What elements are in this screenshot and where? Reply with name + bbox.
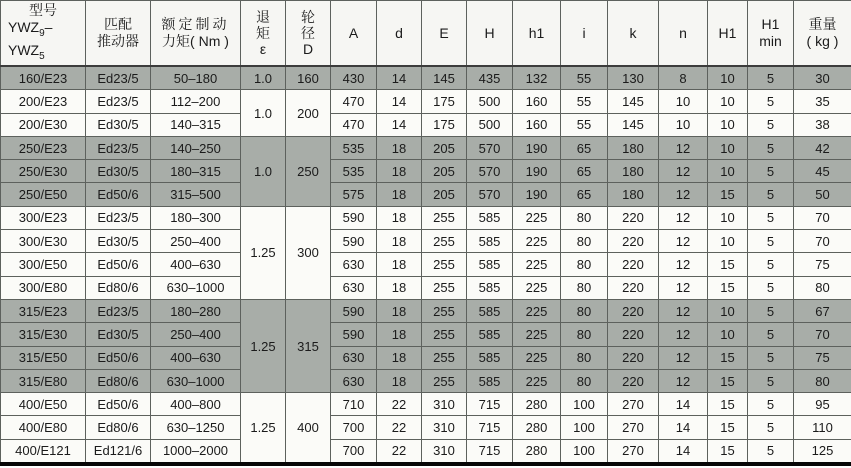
cell-A: 700: [331, 416, 377, 439]
cell-diameter: 300: [286, 206, 331, 299]
model-header-series-2: $YWZ_5$: [8, 41, 45, 62]
table-row: [1, 393, 851, 416]
cell-pusher: Ed23/5: [86, 136, 151, 159]
cell-H1min: 5: [748, 90, 794, 113]
cell-weight: 45: [794, 160, 851, 183]
cell-E: 255: [422, 323, 467, 346]
cell-H1: 15: [708, 416, 748, 439]
cell-H1min: 5: [748, 439, 794, 464]
cell-model: 315/E80: [1, 369, 86, 392]
cell-A: 590: [331, 206, 377, 229]
cell-H: 500: [467, 113, 513, 136]
cell-H1: 10: [708, 66, 748, 90]
cell-n: 12: [659, 346, 708, 369]
cell-H1: 10: [708, 160, 748, 183]
col-header-A: A: [331, 1, 377, 67]
cell-E: 255: [422, 369, 467, 392]
cell-H1: 10: [708, 113, 748, 136]
cell-epsilon: 1.0: [241, 136, 286, 206]
cell-pusher: Ed30/5: [86, 113, 151, 136]
cell-weight: 75: [794, 346, 851, 369]
cell-H: 585: [467, 346, 513, 369]
cell-E: 205: [422, 136, 467, 159]
cell-pusher: Ed80/6: [86, 369, 151, 392]
cell-n: 12: [659, 253, 708, 276]
cell-diameter: 160: [286, 66, 331, 90]
cell-weight: 125: [794, 439, 851, 464]
cell-i: 80: [561, 206, 608, 229]
cell-H1min: 5: [748, 276, 794, 299]
cell-pusher: Ed80/6: [86, 276, 151, 299]
cell-pusher: Ed50/6: [86, 183, 151, 206]
cell-i: 55: [561, 113, 608, 136]
cell-torque: 630–1000: [151, 369, 241, 392]
col-header-n: n: [659, 1, 708, 67]
cell-A: 575: [331, 183, 377, 206]
cell-k: 220: [608, 323, 659, 346]
cell-epsilon: 1.0: [241, 66, 286, 90]
cell-E: 255: [422, 276, 467, 299]
cell-weight: 67: [794, 299, 851, 322]
cell-diameter: 400: [286, 393, 331, 464]
cell-model: 400/E80: [1, 416, 86, 439]
cell-epsilon: 1.25: [241, 206, 286, 299]
cell-H: 435: [467, 66, 513, 90]
cell-pusher: Ed50/6: [86, 253, 151, 276]
cell-pusher: Ed121/6: [86, 439, 151, 464]
cell-i: 80: [561, 369, 608, 392]
cell-k: 180: [608, 160, 659, 183]
cell-i: 55: [561, 66, 608, 90]
cell-weight: 80: [794, 276, 851, 299]
cell-H1min: 5: [748, 369, 794, 392]
cell-A: 630: [331, 253, 377, 276]
cell-E: 205: [422, 160, 467, 183]
cell-torque: 250–400: [151, 323, 241, 346]
table-row: [1, 90, 851, 113]
cell-E: 205: [422, 183, 467, 206]
table-row: [1, 439, 851, 464]
cell-d: 14: [377, 66, 422, 90]
cell-k: 180: [608, 183, 659, 206]
cell-H: 715: [467, 393, 513, 416]
cell-d: 18: [377, 160, 422, 183]
col-header-h1: h1: [513, 1, 561, 67]
cell-H1: 10: [708, 206, 748, 229]
cell-n: 12: [659, 183, 708, 206]
cell-pusher: Ed23/5: [86, 90, 151, 113]
table-row: [1, 206, 851, 229]
col-header-weight: 重量 ( kg ): [794, 1, 851, 67]
cell-diameter: 200: [286, 90, 331, 137]
cell-H: 585: [467, 299, 513, 322]
cell-torque: 400–630: [151, 346, 241, 369]
cell-weight: 30: [794, 66, 851, 90]
cell-h1: 280: [513, 439, 561, 464]
cell-h1: 132: [513, 66, 561, 90]
cell-A: 535: [331, 136, 377, 159]
cell-model: 250/E30: [1, 160, 86, 183]
cell-H1: 10: [708, 323, 748, 346]
cell-weight: 95: [794, 393, 851, 416]
cell-model: 300/E50: [1, 253, 86, 276]
cell-H: 570: [467, 136, 513, 159]
cell-pusher: Ed50/6: [86, 393, 151, 416]
cell-i: 65: [561, 160, 608, 183]
cell-H1min: 5: [748, 230, 794, 253]
cell-torque: 400–630: [151, 253, 241, 276]
cell-n: 10: [659, 90, 708, 113]
cell-torque: 180–280: [151, 299, 241, 322]
cell-H1: 15: [708, 439, 748, 464]
cell-k: 145: [608, 113, 659, 136]
cell-h1: 225: [513, 369, 561, 392]
cell-A: 700: [331, 439, 377, 464]
cell-diameter: 315: [286, 299, 331, 392]
table-row: [1, 253, 851, 276]
cell-weight: 70: [794, 230, 851, 253]
col-header-k: k: [608, 1, 659, 67]
cell-h1: 225: [513, 299, 561, 322]
cell-d: 22: [377, 416, 422, 439]
cell-model: 400/E50: [1, 393, 86, 416]
cell-d: 18: [377, 253, 422, 276]
cell-E: 255: [422, 346, 467, 369]
cell-A: 630: [331, 369, 377, 392]
cell-H1: 15: [708, 393, 748, 416]
cell-H1min: 5: [748, 206, 794, 229]
cell-torque: 250–400: [151, 230, 241, 253]
col-header-d: d: [377, 1, 422, 67]
cell-d: 18: [377, 136, 422, 159]
cell-h1: 160: [513, 113, 561, 136]
cell-pusher: Ed30/5: [86, 160, 151, 183]
table-row: [1, 66, 851, 90]
cell-torque: 112–200: [151, 90, 241, 113]
cell-model: 200/E30: [1, 113, 86, 136]
cell-H1: 15: [708, 346, 748, 369]
cell-h1: 190: [513, 136, 561, 159]
cell-pusher: Ed30/5: [86, 230, 151, 253]
cell-A: 590: [331, 299, 377, 322]
cell-k: 220: [608, 346, 659, 369]
col-header-epsilon: 退 矩 ε: [241, 1, 286, 67]
cell-H1: 15: [708, 276, 748, 299]
cell-pusher: Ed23/5: [86, 299, 151, 322]
col-header-H1min: H1 min: [748, 1, 794, 67]
cell-h1: 190: [513, 183, 561, 206]
cell-H1min: 5: [748, 113, 794, 136]
cell-n: 12: [659, 299, 708, 322]
table-row: [1, 160, 851, 183]
cell-d: 18: [377, 206, 422, 229]
cell-h1: 190: [513, 160, 561, 183]
cell-i: 80: [561, 230, 608, 253]
col-header-E: E: [422, 1, 467, 67]
cell-H: 715: [467, 416, 513, 439]
table-row: [1, 136, 851, 159]
cell-torque: 50–180: [151, 66, 241, 90]
cell-E: 145: [422, 66, 467, 90]
cell-diameter: 250: [286, 136, 331, 206]
cell-d: 22: [377, 439, 422, 464]
cell-H1min: 5: [748, 183, 794, 206]
cell-d: 18: [377, 369, 422, 392]
col-header-torque: 额定制动 力矩( Nm ): [151, 1, 241, 67]
cell-H1: 15: [708, 369, 748, 392]
cell-h1: 225: [513, 230, 561, 253]
cell-H: 570: [467, 160, 513, 183]
cell-i: 65: [561, 136, 608, 159]
cell-d: 18: [377, 230, 422, 253]
table-row: [1, 369, 851, 392]
cell-k: 220: [608, 299, 659, 322]
col-header-diameter: 轮 径 D: [286, 1, 331, 67]
cell-model: 315/E23: [1, 299, 86, 322]
cell-H1: 15: [708, 183, 748, 206]
table-row: [1, 230, 851, 253]
cell-torque: 140–315: [151, 113, 241, 136]
cell-d: 14: [377, 113, 422, 136]
cell-weight: 70: [794, 323, 851, 346]
cell-n: 10: [659, 113, 708, 136]
cell-H1: 15: [708, 253, 748, 276]
cell-h1: 160: [513, 90, 561, 113]
cell-H: 585: [467, 276, 513, 299]
cell-torque: 180–300: [151, 206, 241, 229]
cell-k: 270: [608, 393, 659, 416]
cell-pusher: Ed50/6: [86, 346, 151, 369]
cell-weight: 80: [794, 369, 851, 392]
cell-pusher: Ed80/6: [86, 416, 151, 439]
cell-n: 12: [659, 206, 708, 229]
spec-table-body: [1, 66, 851, 464]
cell-model: 315/E30: [1, 323, 86, 346]
cell-A: 590: [331, 230, 377, 253]
cell-E: 175: [422, 90, 467, 113]
cell-model: 200/E23: [1, 90, 86, 113]
cell-i: 80: [561, 276, 608, 299]
cell-weight: 110: [794, 416, 851, 439]
cell-i: 100: [561, 439, 608, 464]
cell-H1min: 5: [748, 253, 794, 276]
cell-n: 12: [659, 230, 708, 253]
cell-A: 535: [331, 160, 377, 183]
cell-model: 315/E50: [1, 346, 86, 369]
table-row: [1, 299, 851, 322]
table-row: [1, 346, 851, 369]
cell-H1min: 5: [748, 66, 794, 90]
cell-H1min: 5: [748, 160, 794, 183]
cell-H: 585: [467, 323, 513, 346]
cell-d: 22: [377, 393, 422, 416]
cell-torque: 140–250: [151, 136, 241, 159]
table-row: [1, 323, 851, 346]
cell-k: 180: [608, 136, 659, 159]
cell-A: 630: [331, 276, 377, 299]
cell-weight: 50: [794, 183, 851, 206]
cell-d: 18: [377, 276, 422, 299]
cell-model: 250/E23: [1, 136, 86, 159]
cell-pusher: Ed23/5: [86, 66, 151, 90]
cell-h1: 225: [513, 276, 561, 299]
cell-model: 160/E23: [1, 66, 86, 90]
cell-n: 12: [659, 323, 708, 346]
cell-d: 14: [377, 90, 422, 113]
cell-weight: 42: [794, 136, 851, 159]
cell-H: 585: [467, 206, 513, 229]
cell-epsilon: 1.0: [241, 90, 286, 137]
cell-n: 12: [659, 276, 708, 299]
cell-i: 65: [561, 183, 608, 206]
cell-k: 220: [608, 253, 659, 276]
cell-E: 255: [422, 253, 467, 276]
cell-h1: 225: [513, 323, 561, 346]
col-header-pusher: 匹配 推动器: [86, 1, 151, 67]
cell-H1min: 5: [748, 323, 794, 346]
cell-h1: 225: [513, 253, 561, 276]
cell-model: 250/E50: [1, 183, 86, 206]
cell-H: 570: [467, 183, 513, 206]
cell-k: 220: [608, 206, 659, 229]
cell-H1min: 5: [748, 346, 794, 369]
cell-weight: 35: [794, 90, 851, 113]
cell-n: 12: [659, 369, 708, 392]
cell-E: 310: [422, 416, 467, 439]
header-row: [1, 1, 851, 67]
cell-H1: 10: [708, 90, 748, 113]
cell-d: 18: [377, 346, 422, 369]
cell-A: 470: [331, 113, 377, 136]
cell-H1min: 5: [748, 299, 794, 322]
cell-d: 18: [377, 183, 422, 206]
model-header-title: 型号: [29, 1, 57, 18]
table-row: [1, 276, 851, 299]
cell-n: 8: [659, 66, 708, 90]
cell-H1: 10: [708, 136, 748, 159]
cell-weight: 70: [794, 206, 851, 229]
cell-i: 80: [561, 299, 608, 322]
cell-model: 300/E80: [1, 276, 86, 299]
cell-E: 310: [422, 439, 467, 464]
cell-i: 80: [561, 253, 608, 276]
cell-torque: 630–1000: [151, 276, 241, 299]
cell-H1min: 5: [748, 393, 794, 416]
cell-i: 55: [561, 90, 608, 113]
cell-i: 100: [561, 416, 608, 439]
cell-E: 255: [422, 206, 467, 229]
col-header-model: [1, 1, 86, 67]
col-header-H1: H1: [708, 1, 748, 67]
cell-model: 300/E30: [1, 230, 86, 253]
cell-H1min: 5: [748, 416, 794, 439]
cell-d: 18: [377, 323, 422, 346]
cell-E: 255: [422, 299, 467, 322]
cell-torque: 315–500: [151, 183, 241, 206]
cell-n: 14: [659, 393, 708, 416]
cell-epsilon: 1.25: [241, 299, 286, 392]
cell-E: 255: [422, 230, 467, 253]
cell-H: 500: [467, 90, 513, 113]
cell-H1: 10: [708, 299, 748, 322]
cell-k: 145: [608, 90, 659, 113]
cell-weight: 75: [794, 253, 851, 276]
cell-k: 270: [608, 439, 659, 464]
cell-n: 12: [659, 160, 708, 183]
cell-pusher: Ed23/5: [86, 206, 151, 229]
cell-k: 130: [608, 66, 659, 90]
cell-h1: 280: [513, 393, 561, 416]
cell-H1: 10: [708, 230, 748, 253]
cell-weight: 38: [794, 113, 851, 136]
cell-h1: 280: [513, 416, 561, 439]
cell-n: 14: [659, 439, 708, 464]
cell-n: 12: [659, 136, 708, 159]
cell-H: 585: [467, 230, 513, 253]
cell-A: 710: [331, 393, 377, 416]
cell-A: 590: [331, 323, 377, 346]
cell-pusher: Ed30/5: [86, 323, 151, 346]
table-row: [1, 113, 851, 136]
cell-E: 175: [422, 113, 467, 136]
cell-h1: 225: [513, 206, 561, 229]
cell-h1: 225: [513, 346, 561, 369]
col-header-i: i: [561, 1, 608, 67]
cell-n: 14: [659, 416, 708, 439]
table-row: [1, 416, 851, 439]
cell-A: 470: [331, 90, 377, 113]
cell-epsilon: 1.25: [241, 393, 286, 464]
cell-i: 80: [561, 323, 608, 346]
cell-k: 270: [608, 416, 659, 439]
cell-k: 220: [608, 276, 659, 299]
cell-torque: 630–1250: [151, 416, 241, 439]
cell-H1min: 5: [748, 136, 794, 159]
cell-H: 585: [467, 369, 513, 392]
cell-torque: 180–315: [151, 160, 241, 183]
cell-d: 18: [377, 299, 422, 322]
cell-i: 100: [561, 393, 608, 416]
cell-H: 585: [467, 253, 513, 276]
table-row: [1, 183, 851, 206]
cell-model: 300/E23: [1, 206, 86, 229]
cell-torque: 400–800: [151, 393, 241, 416]
cell-E: 310: [422, 393, 467, 416]
cell-H: 715: [467, 439, 513, 464]
cell-model: 400/E121: [1, 439, 86, 464]
cell-torque: 1000–2000: [151, 439, 241, 464]
cell-i: 80: [561, 346, 608, 369]
cell-k: 220: [608, 230, 659, 253]
cell-A: 630: [331, 346, 377, 369]
col-header-H: H: [467, 1, 513, 67]
cell-A: 430: [331, 66, 377, 90]
cell-k: 220: [608, 369, 659, 392]
model-header-series-1: $YWZ_9-$: [8, 18, 53, 39]
